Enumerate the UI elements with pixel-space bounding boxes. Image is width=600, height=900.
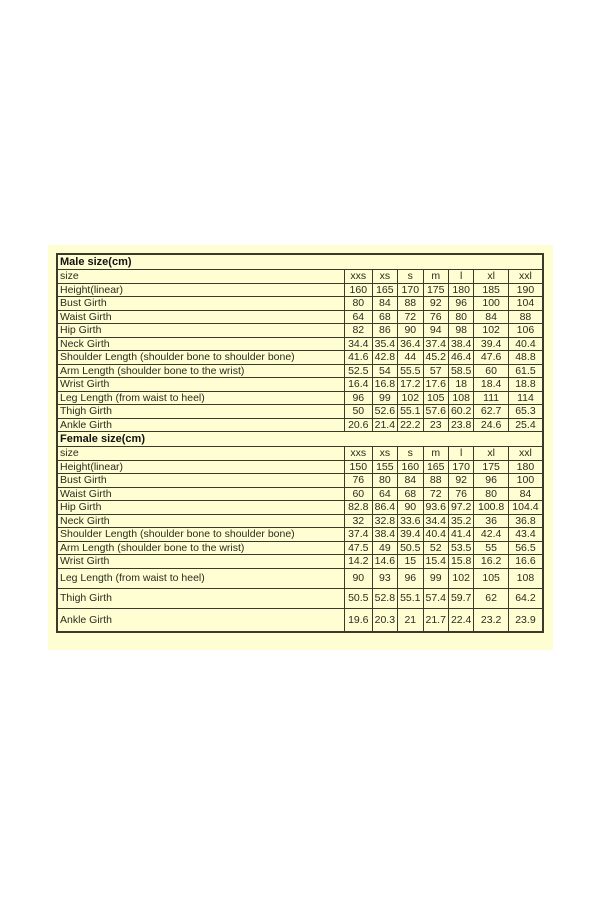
measurement-value: 102 [398, 391, 423, 405]
measurement-value: 36.8 [508, 514, 543, 528]
measurement-label: Leg Length (from waist to heel) [57, 391, 344, 405]
size-header-cell: l [448, 447, 473, 461]
measurement-value: 108 [508, 568, 543, 588]
measurement-value: 54 [372, 364, 397, 378]
measurement-value: 37.4 [423, 337, 448, 351]
measurement-value: 80 [372, 474, 397, 488]
measurement-label: Wrist Girth [57, 555, 344, 569]
measurement-value: 57 [423, 364, 448, 378]
measurement-value: 56.5 [508, 541, 543, 555]
measurement-value: 84 [398, 474, 423, 488]
measurement-label: Hip Girth [57, 324, 344, 338]
measurement-value: 180 [508, 460, 543, 474]
measurement-value: 18.4 [474, 378, 509, 392]
measurement-value: 180 [448, 283, 473, 297]
measurement-value: 80 [474, 487, 509, 501]
measurement-value: 175 [423, 283, 448, 297]
female-section-title-row [57, 432, 543, 447]
measurement-value: 155 [372, 460, 397, 474]
measurement-value: 104.4 [508, 501, 543, 515]
measurement-value: 68 [372, 310, 397, 324]
measurement-value: 14.2 [344, 555, 372, 569]
measurement-value: 20.3 [372, 608, 397, 632]
measurement-value: 100 [508, 474, 543, 488]
measurement-value: 76 [344, 474, 372, 488]
table-row [57, 405, 543, 419]
measurement-value: 16.6 [508, 555, 543, 569]
measurement-value: 102 [474, 324, 509, 338]
measurement-value: 102 [448, 568, 473, 588]
measurement-value: 57.6 [423, 405, 448, 419]
measurement-value: 84 [372, 297, 397, 311]
measurement-value: 105 [423, 391, 448, 405]
measurement-value: 42.4 [474, 528, 509, 542]
measurement-value: 17.6 [423, 378, 448, 392]
measurement-value: 19.6 [344, 608, 372, 632]
measurement-value: 40.4 [423, 528, 448, 542]
measurement-value: 165 [423, 460, 448, 474]
measurement-value: 39.4 [474, 337, 509, 351]
measurement-value: 15 [398, 555, 423, 569]
measurement-value: 86 [372, 324, 397, 338]
table-row [57, 460, 543, 474]
female-section-title: Female size(cm) [57, 432, 543, 447]
measurement-value: 47.6 [474, 351, 509, 365]
size-header-cell: s [398, 270, 423, 284]
measurement-value: 21 [398, 608, 423, 632]
measurement-value: 62 [474, 588, 509, 608]
measurement-value: 76 [423, 310, 448, 324]
measurement-value: 18.8 [508, 378, 543, 392]
table-row [57, 391, 543, 405]
measurement-value: 39.4 [398, 528, 423, 542]
measurement-value: 41.6 [344, 351, 372, 365]
measurement-label: Arm Length (shoulder bone to the wrist) [57, 364, 344, 378]
measurement-value: 100.8 [474, 501, 509, 515]
measurement-value: 50.5 [398, 541, 423, 555]
measurement-value: 76 [448, 487, 473, 501]
measurement-value: 23 [423, 418, 448, 432]
table-row [57, 568, 543, 588]
measurement-label: Wrist Girth [57, 378, 344, 392]
measurement-value: 60 [474, 364, 509, 378]
measurement-value: 94 [423, 324, 448, 338]
measurement-value: 55.5 [398, 364, 423, 378]
measurement-value: 104 [508, 297, 543, 311]
measurement-value: 46.4 [448, 351, 473, 365]
measurement-value: 36 [474, 514, 509, 528]
measurement-value: 82 [344, 324, 372, 338]
measurement-value: 50.5 [344, 588, 372, 608]
measurement-value: 106 [508, 324, 543, 338]
measurement-value: 160 [398, 460, 423, 474]
measurement-value: 114 [508, 391, 543, 405]
table-row [57, 351, 543, 365]
size-header-cell: xxl [508, 270, 543, 284]
measurement-value: 21.7 [423, 608, 448, 632]
size-header-cell: xl [474, 447, 509, 461]
measurement-value: 16.2 [474, 555, 509, 569]
measurement-value: 55 [474, 541, 509, 555]
measurement-value: 59.7 [448, 588, 473, 608]
measurement-value: 61.5 [508, 364, 543, 378]
measurement-value: 58.5 [448, 364, 473, 378]
measurement-value: 52.8 [372, 588, 397, 608]
measurement-value: 32 [344, 514, 372, 528]
measurement-value: 37.4 [344, 528, 372, 542]
measurement-value: 22.4 [448, 608, 473, 632]
measurement-value: 41.4 [448, 528, 473, 542]
measurement-value: 50 [344, 405, 372, 419]
measurement-label: Height(linear) [57, 460, 344, 474]
measurement-value: 84 [508, 487, 543, 501]
table-row [57, 337, 543, 351]
size-header-cell: xxl [508, 447, 543, 461]
measurement-value: 96 [448, 297, 473, 311]
measurement-label: Bust Girth [57, 297, 344, 311]
measurement-value: 80 [448, 310, 473, 324]
measurement-value: 57.4 [423, 588, 448, 608]
measurement-value: 92 [448, 474, 473, 488]
measurement-value: 88 [398, 297, 423, 311]
measurement-value: 16.4 [344, 378, 372, 392]
measurement-value: 84 [474, 310, 509, 324]
table-row [57, 541, 543, 555]
measurement-value: 60.2 [448, 405, 473, 419]
measurement-value: 52 [423, 541, 448, 555]
measurement-value: 72 [423, 487, 448, 501]
table-row [57, 378, 543, 392]
measurement-label: Waist Girth [57, 487, 344, 501]
measurement-value: 24.6 [474, 418, 509, 432]
table-row [57, 528, 543, 542]
measurement-value: 38.4 [372, 528, 397, 542]
size-chart-panel [48, 245, 553, 650]
measurement-value: 25.4 [508, 418, 543, 432]
table-row [57, 514, 543, 528]
measurement-value: 72 [398, 310, 423, 324]
measurement-value: 49 [372, 541, 397, 555]
measurement-value: 82.8 [344, 501, 372, 515]
measurement-value: 15.4 [423, 555, 448, 569]
measurement-label: Neck Girth [57, 337, 344, 351]
measurement-label: Waist Girth [57, 310, 344, 324]
measurement-value: 16.8 [372, 378, 397, 392]
male-header-row [57, 270, 543, 284]
measurement-value: 45.2 [423, 351, 448, 365]
size-chart-body [57, 254, 543, 632]
table-row [57, 487, 543, 501]
measurement-label: Hip Girth [57, 501, 344, 515]
measurement-label: Thigh Girth [57, 588, 344, 608]
size-header-cell: m [423, 270, 448, 284]
measurement-value: 15.8 [448, 555, 473, 569]
size-header-cell: xs [372, 270, 397, 284]
size-header-cell: xs [372, 447, 397, 461]
measurement-value: 23.9 [508, 608, 543, 632]
table-row [57, 364, 543, 378]
measurement-label: Height(linear) [57, 283, 344, 297]
measurement-value: 160 [344, 283, 372, 297]
measurement-value: 185 [474, 283, 509, 297]
table-row [57, 608, 543, 632]
measurement-value: 170 [398, 283, 423, 297]
measurement-value: 170 [448, 460, 473, 474]
measurement-value: 60 [344, 487, 372, 501]
table-row [57, 297, 543, 311]
measurement-label: Shoulder Length (shoulder bone to shoulder bone) [57, 351, 344, 365]
measurement-value: 47.5 [344, 541, 372, 555]
measurement-value: 43.4 [508, 528, 543, 542]
measurement-value: 88 [423, 474, 448, 488]
measurement-value: 108 [448, 391, 473, 405]
measurement-label: Shoulder Length (shoulder bone to shoulder bone) [57, 528, 344, 542]
measurement-value: 23.8 [448, 418, 473, 432]
measurement-label: Leg Length (from waist to heel) [57, 568, 344, 588]
measurement-value: 44 [398, 351, 423, 365]
measurement-value: 20.6 [344, 418, 372, 432]
size-header-label: size [57, 270, 344, 284]
measurement-value: 65.3 [508, 405, 543, 419]
measurement-value: 97.2 [448, 501, 473, 515]
measurement-value: 36.4 [398, 337, 423, 351]
measurement-value: 33.6 [398, 514, 423, 528]
measurement-value: 86.4 [372, 501, 397, 515]
table-row [57, 588, 543, 608]
measurement-value: 96 [398, 568, 423, 588]
measurement-value: 38.4 [448, 337, 473, 351]
measurement-value: 68 [398, 487, 423, 501]
measurement-value: 90 [398, 324, 423, 338]
measurement-value: 17.2 [398, 378, 423, 392]
measurement-value: 92 [423, 297, 448, 311]
female-header-row [57, 447, 543, 461]
table-row [57, 474, 543, 488]
measurement-value: 96 [344, 391, 372, 405]
size-header-cell: m [423, 447, 448, 461]
measurement-value: 150 [344, 460, 372, 474]
measurement-value: 90 [344, 568, 372, 588]
measurement-label: Thigh Girth [57, 405, 344, 419]
measurement-label: Bust Girth [57, 474, 344, 488]
measurement-value: 21.4 [372, 418, 397, 432]
measurement-value: 96 [474, 474, 509, 488]
measurement-value: 80 [344, 297, 372, 311]
measurement-value: 52.5 [344, 364, 372, 378]
measurement-value: 14.6 [372, 555, 397, 569]
measurement-value: 175 [474, 460, 509, 474]
measurement-value: 98 [448, 324, 473, 338]
measurement-value: 23.2 [474, 608, 509, 632]
measurement-label: Ankle Girth [57, 608, 344, 632]
measurement-value: 35.2 [448, 514, 473, 528]
measurement-value: 105 [474, 568, 509, 588]
measurement-value: 55.1 [398, 405, 423, 419]
size-header-label: size [57, 447, 344, 461]
table-row [57, 324, 543, 338]
measurement-value: 22.2 [398, 418, 423, 432]
measurement-value: 35.4 [372, 337, 397, 351]
measurement-value: 18 [448, 378, 473, 392]
table-row [57, 555, 543, 569]
measurement-value: 90 [398, 501, 423, 515]
table-row [57, 310, 543, 324]
measurement-label: Neck Girth [57, 514, 344, 528]
measurement-value: 93 [372, 568, 397, 588]
measurement-value: 42.8 [372, 351, 397, 365]
measurement-value: 64.2 [508, 588, 543, 608]
measurement-value: 190 [508, 283, 543, 297]
measurement-value: 165 [372, 283, 397, 297]
size-chart-table [56, 253, 544, 633]
table-row [57, 283, 543, 297]
size-header-cell: xxs [344, 270, 372, 284]
measurement-value: 32.8 [372, 514, 397, 528]
measurement-value: 100 [474, 297, 509, 311]
male-section-title: Male size(cm) [57, 254, 543, 270]
measurement-value: 34.4 [423, 514, 448, 528]
size-header-cell: xl [474, 270, 509, 284]
table-row [57, 418, 543, 432]
measurement-value: 93.6 [423, 501, 448, 515]
measurement-value: 40.4 [508, 337, 543, 351]
measurement-value: 99 [372, 391, 397, 405]
measurement-value: 55.1 [398, 588, 423, 608]
measurement-value: 64 [372, 487, 397, 501]
male-section-title-row [57, 254, 543, 270]
measurement-value: 88 [508, 310, 543, 324]
measurement-value: 64 [344, 310, 372, 324]
measurement-value: 34.4 [344, 337, 372, 351]
size-header-cell: l [448, 270, 473, 284]
measurement-value: 52.6 [372, 405, 397, 419]
measurement-value: 111 [474, 391, 509, 405]
size-header-cell: xxs [344, 447, 372, 461]
table-row [57, 501, 543, 515]
measurement-label: Ankle Girth [57, 418, 344, 432]
measurement-label: Arm Length (shoulder bone to the wrist) [57, 541, 344, 555]
measurement-value: 99 [423, 568, 448, 588]
measurement-value: 48.8 [508, 351, 543, 365]
measurement-value: 53.5 [448, 541, 473, 555]
size-header-cell: s [398, 447, 423, 461]
measurement-value: 62.7 [474, 405, 509, 419]
